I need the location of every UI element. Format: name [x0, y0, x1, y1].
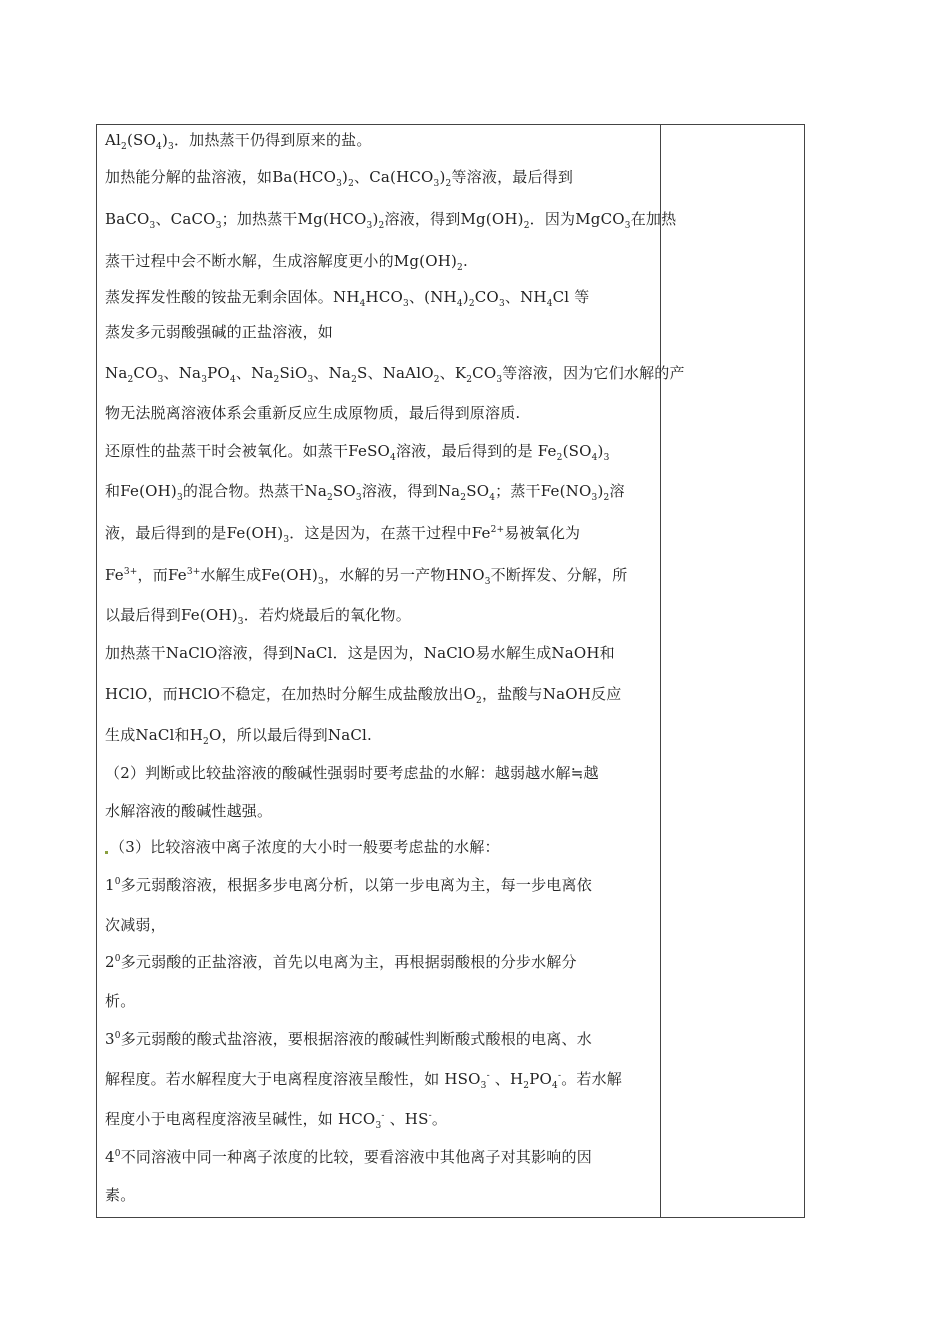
- text-line: $2^0$多元弱酸的正盐溶液，首先以电离为主，再根据弱酸根的分步水解分: [105, 953, 577, 971]
- text-line: （2）判断或比较盐溶液的酸碱性强弱时要考虑盐的水解：越弱越水解≒越: [105, 764, 599, 782]
- text-line: 以最后得到$Fe(OH)_3$．若灼烧最后的氧化物。: [105, 606, 411, 627]
- text-line: 解程度。若水解程度大于电离程度溶液呈酸性，如 $HSO_3^-$ 、$H_2PO_4^-$。若水解: [105, 1070, 622, 1091]
- text-line: HClO，而HClO不稳定，在加热时分解生成盐酸放出$O_2$，盐酸与NaOH反应: [105, 685, 622, 706]
- text-line: $3^0$多元弱酸的酸式盐溶液，要根据溶液的酸碱性判断酸式酸根的电离、水: [105, 1030, 592, 1048]
- text-line: 液，最后得到的是$Fe(OH)_3$．这是因为，在蒸干过程中$Fe^{2+}$易被氧化为: [105, 524, 581, 545]
- text-line: 加热蒸干NaClO溶液，得到NaCl．这是因为，NaClO易水解生成NaOH和: [105, 644, 615, 662]
- text-line: 加热能分解的盐溶液，如$Ba(HCO_3)_2$、$Ca(HCO_3)_2$等溶液，最后得到: [105, 168, 574, 189]
- text-line: $4^0$不同溶液中同一种离子浓度的比较，要看溶液中其他离子对其影响的因: [105, 1148, 592, 1166]
- text-line: $Na_2CO_3$、$Na_3PO_4$、$Na_2SiO_3$、$Na_2S$、NaAlO$_2$、$K_2CO_3$等溶液，因为它们水解的产: [105, 364, 685, 385]
- text-line: （3）比较溶液中离子浓度的大小时一般要考虑盐的水解：: [105, 837, 500, 857]
- text-line: 蒸干过程中会不断水解，生成溶解度更小的$Mg(OH)_2$.: [105, 252, 468, 273]
- text-line: 次减弱，: [105, 916, 166, 934]
- text-line: 程度小于电离程度溶液呈碱性，如 $HCO_3^-$ 、HS-。: [105, 1110, 448, 1131]
- text-line: 析。: [105, 992, 136, 1010]
- text-line: 水解溶液的酸碱性越强。: [105, 802, 273, 820]
- column-divider: [660, 125, 661, 1217]
- text-line: 和$Fe(OH)_3$的混合物。热蒸干$Na_2SO_3$溶液，得到$Na_2SO_4$；蒸干$Fe(NO_3)_2$溶: [105, 482, 625, 503]
- text-line: $1^0$多元弱酸溶液，根据多步电离分析，以第一步电离为主，每一步电离依: [105, 876, 592, 894]
- text-line: 素。: [105, 1186, 136, 1204]
- text-line: 还原性的盐蒸干时会被氧化。如蒸干FeSO$_4$溶液，最后得到的是 $Fe_2(SO_4)_3$: [105, 442, 610, 463]
- text-line: BaCO$_3$、CaCO$_3$；加热蒸干$Mg(HCO_3)_2$溶液，得到$Mg(OH)_2$．因为MgCO$_3$在加热: [105, 210, 677, 231]
- text-line: 物无法脱离溶液体系会重新反应生成原物质，最后得到原溶质.: [105, 404, 521, 422]
- text-line: $Al_2(SO_4)_3$．加热蒸干仍得到原来的盐。: [105, 131, 372, 152]
- text-line: $Fe^{3+}$，而$Fe^{3+}$水解生成$Fe(OH)_3$，水解的另一产物$HNO_3$不断挥发、分解，所: [105, 566, 628, 587]
- text-line: 蒸发挥发性酸的铵盐无剩余固体。$NH_4HCO_3$、$(NH_4)_2CO_3$、$NH_4Cl$ 等: [105, 288, 590, 309]
- text-line: 蒸发多元弱酸强碱的正盐溶液，如: [105, 323, 334, 341]
- text-line: 生成NaCl和$H_2O$，所以最后得到NaCl.: [105, 726, 372, 747]
- document-table: [96, 124, 805, 1218]
